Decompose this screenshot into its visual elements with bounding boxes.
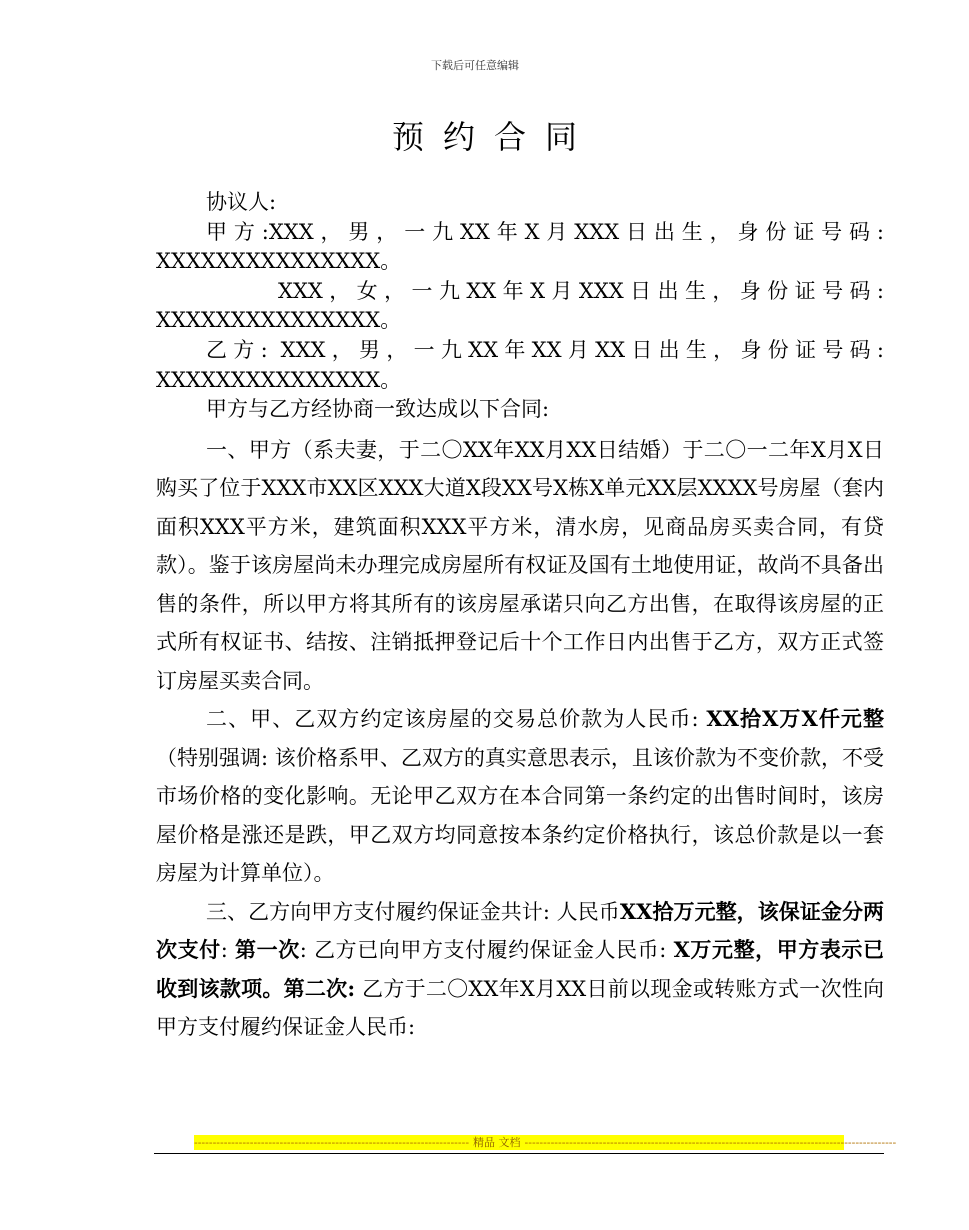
party-a-1-line2: XXXXXXXXXXXXXXX。: [156, 249, 402, 274]
clause-1: 一、甲方（系夫妻，于二〇XX年XX月XX日结婚）于二〇一二年X月X日购买了位于XXX市XX区XXX大道X段XX号X栋X单元XX层XXXX号房屋（套内面积XXX平方米，建筑面积XXX平方米，清水房，见商品房买卖合同，有贷款）。鉴于该房屋尚未办理完成房屋所有权证及国有土地使用证，故尚不具备出售的条件，所以甲方将其所有的该房屋承诺只向乙方出售，在取得该房屋的正式所有权证书、结按、注销抵押登记后十个工作日内出售于乙方，双方正式签订房屋买卖合同。: [156, 437, 884, 693]
footer-dashes-right: ----------------------------------------------------------------------------------------------------: [524, 1136, 897, 1149]
clause-3-text-4: 乙方于二〇XX年X月XX日前以现金或转账方式一次性向甲方支付履约保证金人民币:: [156, 976, 884, 1040]
party-a-2-line2: XXXXXXXXXXXXXXX。: [156, 308, 402, 333]
party-b-line1: 乙方: XXX，男，一九XX年XX月XX日出生，身份证号码:: [206, 337, 884, 362]
clause-3-text-1: 三、乙方向甲方支付履约保证金共计: 人民币: [206, 899, 620, 924]
party-a-2-line1: XXX，女，一九XX年X月XXX日出生，身份证号码:: [278, 278, 884, 303]
footer-dashes-left: --------------------------------------------------------------------------: [194, 1136, 470, 1149]
footer-banner: [194, 1135, 897, 1150]
party-b-line2: XXXXXXXXXXXXXXX。: [156, 367, 402, 392]
clause-3-deposit-total: XX拾万元整，该保证金分两次支付: [156, 898, 885, 963]
document-body: [156, 188, 884, 1047]
party-b: [156, 336, 884, 395]
clause-2-text-1: 二、甲、乙双方约定该房屋的交易总价款为人民币:: [206, 707, 707, 732]
clause-2: [156, 700, 884, 893]
clause-3-text-3: : 乙方已向甲方支付履约保证金人民币:: [299, 938, 674, 963]
document-title: 预约合同: [391, 118, 596, 156]
party-a-1: [156, 218, 884, 277]
party-a-1-line1: 甲方:XXX，男，一九XX年X月XXX日出生，身份证号码:: [206, 219, 884, 244]
clause-3-text-2: :: [220, 938, 236, 963]
footer-rule: [154, 1153, 884, 1154]
parties-intro: 协议人:: [206, 190, 277, 214]
clause-3-first-payment-label: 第一次: [235, 937, 300, 963]
footer-label: 精品 文档: [473, 1136, 521, 1149]
clause-3: [156, 893, 884, 1047]
party-a-2: [156, 277, 884, 336]
header-note: 下载后可任意编辑: [431, 59, 519, 72]
agreement-statement: 甲方与乙方经协商一致达成以下合同:: [206, 397, 550, 422]
clause-3-first-payment-amount: X万元整，甲方表示已收到该款项。第二次:: [156, 937, 885, 1001]
clause-2-text-2: （特别强调: 该价格系甲、乙双方的真实意思表示，且该价款为不变价款，不受市场价格的变化影响。无论甲乙双方在本合同第一条约定的出售时间时，该房屋价格是涨还是跌，甲乙双方均同意按本条约定价格执行，该总价款是以一套房屋为计算单位）。: [156, 745, 884, 886]
clause-2-price: XX拾X万X仟元整: [706, 706, 884, 732]
